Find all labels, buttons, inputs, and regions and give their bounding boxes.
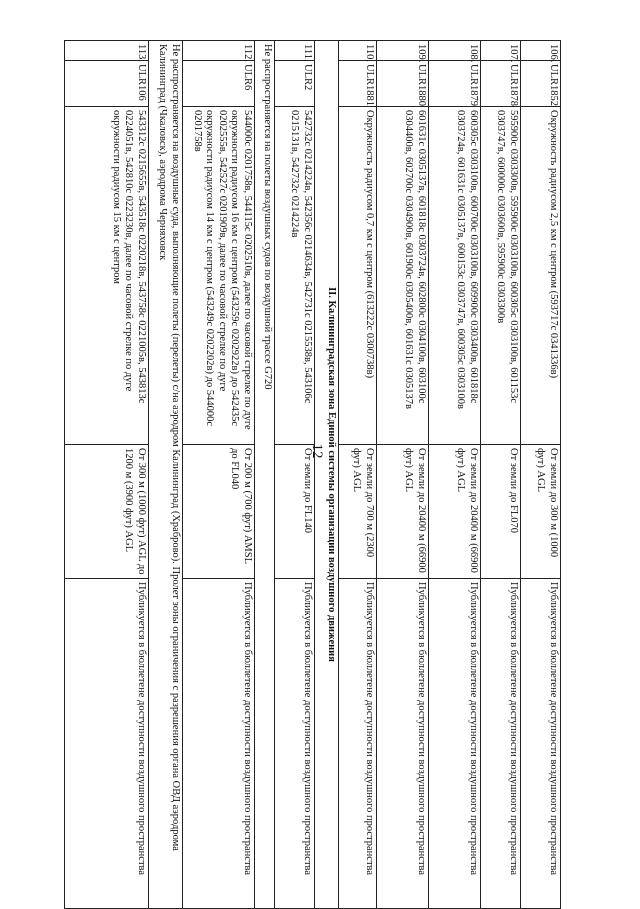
zone-altitude: От земли до FL070 <box>481 445 521 579</box>
zone-note: Не распространяется на воздушные суда, выполняющие полеты (перелеты) с/на аэродром Калининград (Храброво). Пролет зоны ограничения с разрешения органа ОВД аэродрома Калининград (Чкаловск), аэродрома Черняховск <box>149 41 183 909</box>
row-number: 108. <box>429 41 481 61</box>
zone-boundary: Окружность радиусом 2,5 км с центром (593717с 0341336в) <box>521 107 561 445</box>
zone-altitude: От земли до 20400 м (66900 фут) AGL <box>429 445 481 579</box>
zone-code: ULR1852 <box>521 61 561 107</box>
note-row <box>255 41 275 909</box>
table-row <box>339 41 377 909</box>
section-header-row <box>315 41 339 909</box>
zone-altitude: От 300 м (1000 фут) AGL до 1200 м (3900 фут) AGL <box>65 445 149 579</box>
zone-publication: Публикуется в бюллетене доступности воздушного пространства <box>275 579 315 909</box>
table-row <box>275 41 315 909</box>
row-number: 109. <box>377 41 429 61</box>
table-row <box>65 41 149 909</box>
zone-boundary: 543312с 0215655в, 543518с 0220218в, 543758с 0221005в, 543813с 0224051в, 542810с 0223230в, далее по часовой стрелке по дуге окружности радиусом 15 км с центром <box>65 107 149 445</box>
zone-boundary: 542732с 0214224в, 542356с 0214634в, 542731с 0215538в, 543106с 0215131в, 542732с 0214224в <box>275 107 315 445</box>
zone-altitude: От земли до FL140 <box>275 445 315 579</box>
row-number: 111. <box>275 41 315 61</box>
zone-publication: Публикуется в бюллетене доступности воздушного пространства <box>65 579 149 909</box>
row-number: 107. <box>481 41 521 61</box>
row-number: 112. <box>183 41 255 61</box>
row-number: 113. <box>65 41 149 61</box>
zone-code: ULR1881 <box>339 61 377 107</box>
zone-publication: Публикуется в бюллетене доступности воздушного пространства <box>183 579 255 909</box>
zone-code: ULR1878 <box>481 61 521 107</box>
row-number: 106. <box>521 41 561 61</box>
zone-publication: Публикуется в бюллетене доступности воздушного пространства <box>481 579 521 909</box>
table-row <box>377 41 429 909</box>
rotated-table-container <box>65 40 561 908</box>
zone-note: Не распространяется на полеты воздушных судов по воздушной трассе G720 <box>255 41 275 909</box>
page-number: 12 <box>309 443 325 459</box>
note-row <box>149 41 183 909</box>
zone-altitude: От земли до 300 м (1000 фут) AGL <box>521 445 561 579</box>
zone-boundary: 595900с 0303300в, 595900с 0303100в, 600305с 0303100в, 601153с 0303747в, 600000с 0303600в, 595900с 0303300в <box>481 107 521 445</box>
table-row <box>429 41 481 909</box>
zone-code: ULR6 <box>183 61 255 107</box>
table-row <box>521 41 561 909</box>
row-number: 110. <box>339 41 377 61</box>
zone-code: ULR2 <box>275 61 315 107</box>
zone-publication: Публикуется в бюллетене доступности воздушного пространства <box>521 579 561 909</box>
zone-altitude: От 200 м (700 фут) AMSL до FL040 <box>183 445 255 579</box>
zone-boundary: 544000с 0201758в, 544115с 0202510в, далее по часовой стрелке по дуге окружности радиусом 16 км с центром (543259с 0202922в) до 542435с 0202555в, 542527с 0201909в, далее по часовой стрелке по дуге окружности радиусом 14 км с центром (543249с 0202202в) до 544000с 0201758в <box>183 107 255 445</box>
zone-publication: Публикуется в бюллетене доступности воздушного пространства <box>339 579 377 909</box>
restricted-zones-table <box>64 40 561 909</box>
zone-boundary: 601631с 0305137в, 601818с 0303724в, 602800с 0304100в, 603100с 0304400в, 602700с 0304900в, 601900с 0305400в, 601631с 0305137в <box>377 107 429 445</box>
zone-code: ULR1880 <box>377 61 429 107</box>
zone-boundary: Окружность радиусом 0,7 км с центром (613222с 0300738в) <box>339 107 377 445</box>
table-row <box>183 41 255 909</box>
zone-altitude: От земли до 20400 м (66900 фут) AGL <box>377 445 429 579</box>
zone-publication: Публикуется в бюллетене доступности воздушного пространства <box>377 579 429 909</box>
zone-code: ULR106 <box>65 61 149 107</box>
zone-boundary: 600305с 0303100в, 600700с 0303100в, 609900с 0303400в, 601818с 0303724в, 601631с 0305137в, 600153с 0303747в, 600305с 0303100в <box>429 107 481 445</box>
zone-altitude: От земли до 700 м (2300 фут) AGL <box>339 445 377 579</box>
section-title: II. Калининградская зона Единой системы организации воздушного движения <box>315 41 339 909</box>
zone-publication: Публикуется в бюллетене доступности воздушного пространства <box>429 579 481 909</box>
table-row <box>481 41 521 909</box>
zone-code: ULR1879 <box>429 61 481 107</box>
